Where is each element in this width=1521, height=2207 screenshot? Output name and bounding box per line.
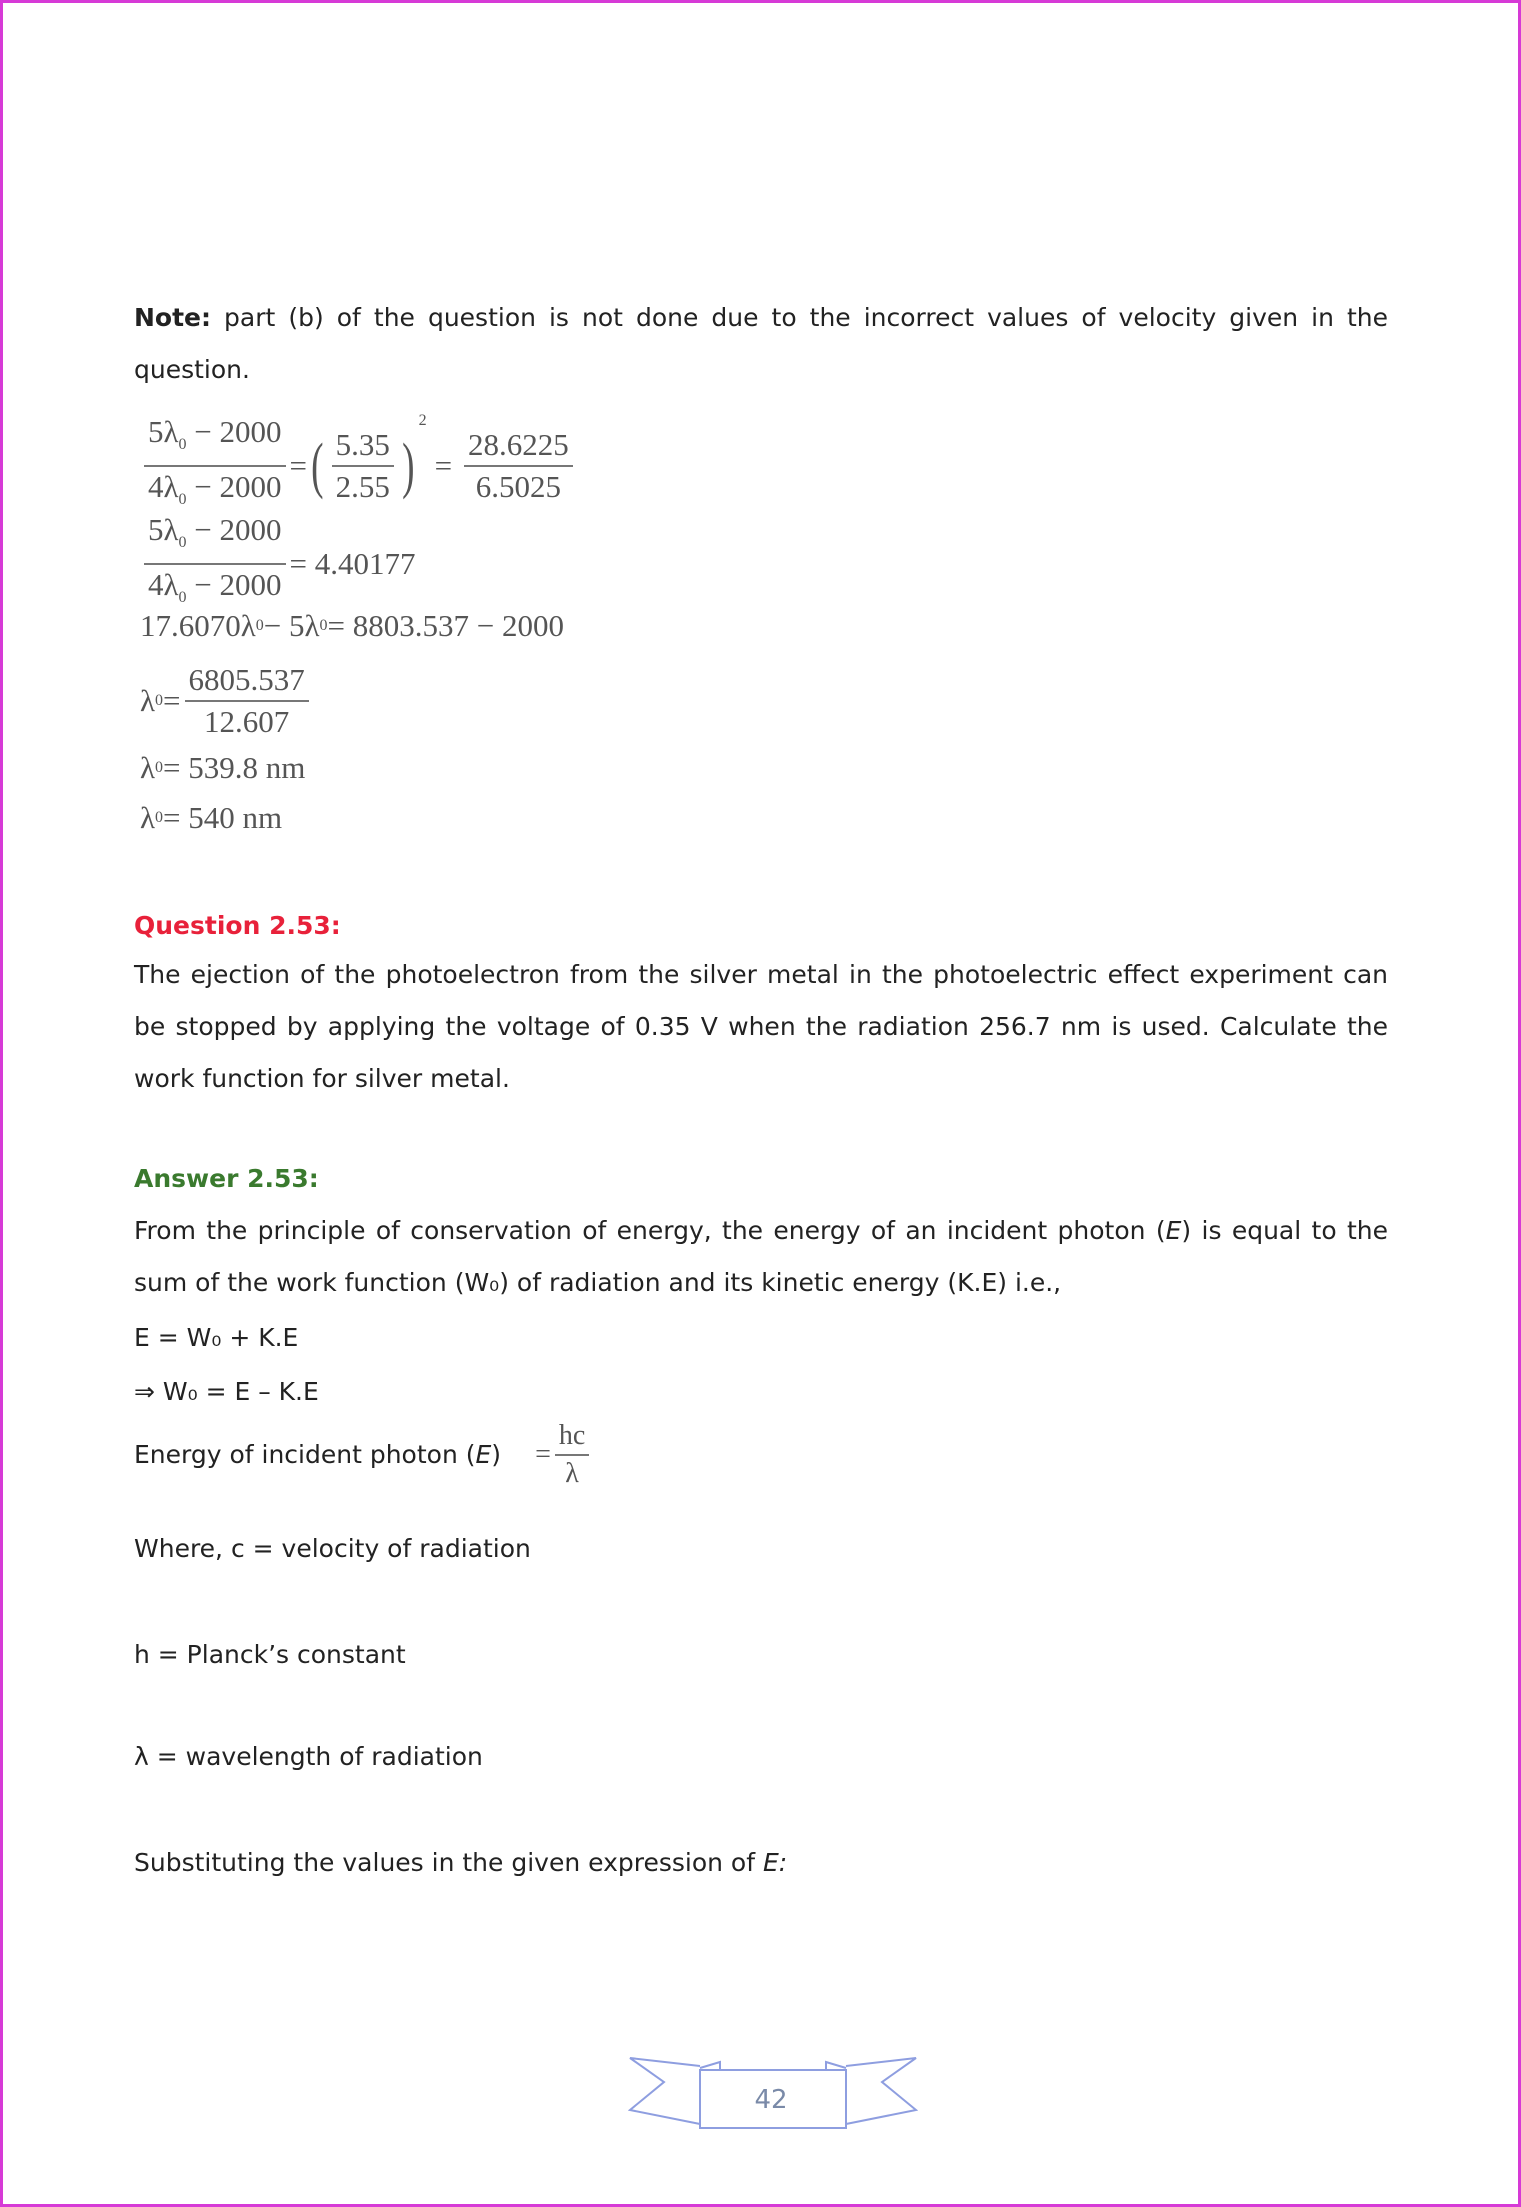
note-text: part (b) of the question is not done due to the incorrect values of velocity given in the question. [134, 303, 1388, 384]
question-heading: Question 2.53: [134, 911, 341, 940]
note-paragraph [134, 292, 1388, 396]
where-lambda: λ = wavelength of radiation [134, 1742, 483, 1771]
equation-3: 17.6070λ 0 − 5λ 0 = 8803.537 − 2000 [140, 608, 565, 643]
substituting-line: Substituting the values in the given expression of E: [134, 1848, 788, 1877]
equation-line-energy: E = W₀ + K.E [134, 1323, 299, 1352]
equation-1: $\frac{5\lambda_0 - 2000}{4\lambda_0 - 2000}$ = ( $\frac{5.35}{2.55}$ ) 2 = $\frac{28.6225}{6.5025}$ [140, 412, 577, 520]
where-c: Where, c = velocity of radiation [134, 1534, 531, 1563]
note-label: Note: [134, 303, 212, 332]
where-h: h = Planck’s constant [134, 1640, 406, 1669]
equation-line-work-function: ⇒ W₀ = E – K.E [134, 1377, 319, 1406]
question-text: The ejection of the photoelectron from the silver metal in the photoelectric effect experiment can be stopped by applying the voltage of 0.35 V when the radiation 256.7 nm is used. Calculate the work function for silver metal. [134, 960, 1388, 1093]
equation-6: λ 0 = 540 nm [140, 800, 283, 835]
answer-heading: Answer 2.53: [134, 1164, 319, 1193]
equation-4: λ 0 = $\frac{6805.537}{12.607}$ [140, 660, 313, 742]
answer-paragraph: From the principle of conservation of energy, the energy of an incident photon (E) is equal to the sum of the work function (W₀) of radiation and its kinetic energy (K.E) i.e., [134, 1216, 1389, 1297]
equation-2: $\frac{5\lambda_0 - 2000}{4\lambda_0 - 2000}$ = 4.40177 [140, 510, 416, 618]
equation-5: λ 0 = 539.8 nm [140, 750, 306, 785]
energy-photon-line: Energy of incident photon ( E ) = $\frac{hc}{\lambda}$ [134, 1418, 1388, 1492]
page-number: 42 [754, 2085, 788, 2115]
